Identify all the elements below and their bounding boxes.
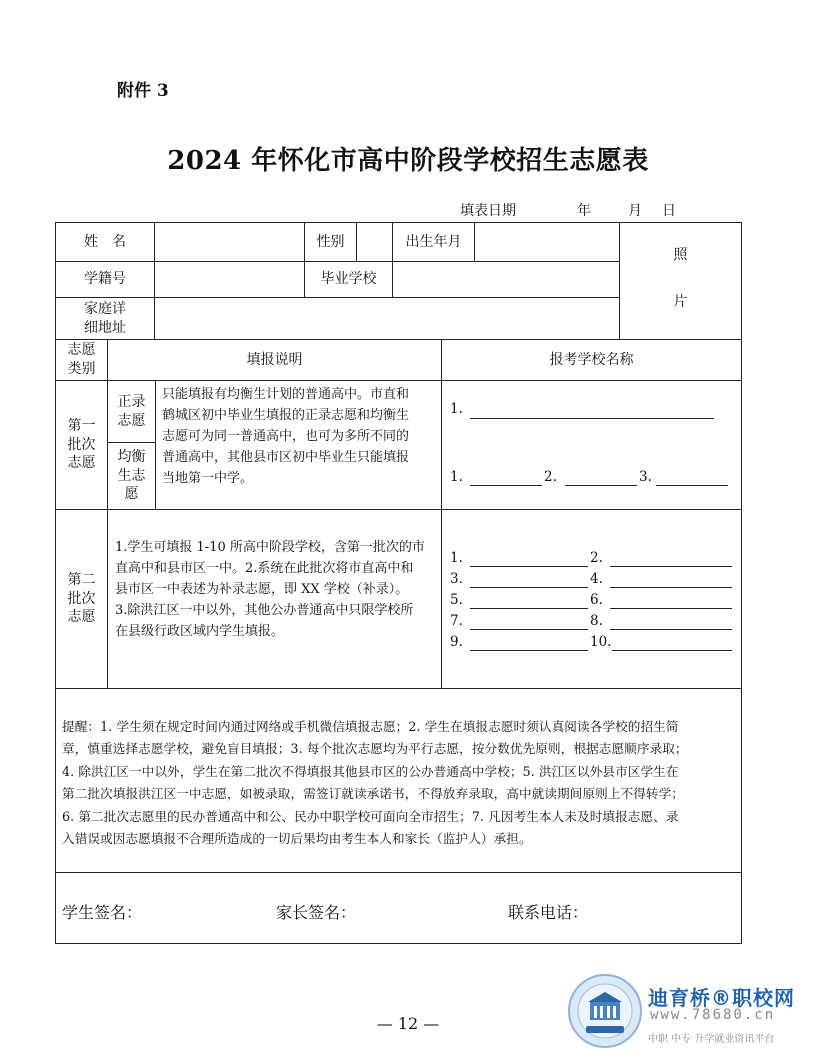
date-label: 填表日期 [460, 203, 516, 219]
photo-label-1: 照 [673, 246, 688, 263]
watermark-brand: 迪育桥®职校网 [648, 986, 795, 1010]
batch2-slot-blank[interactable] [470, 587, 588, 588]
balanced-slot-blank[interactable] [470, 485, 542, 486]
batch1-label [56, 381, 107, 509]
name-label: 姓 名 [84, 233, 126, 250]
batch2-instruction-line: 1.学生可填报 1-10 所高中阶段学校，含第一批次的市 [115, 540, 425, 555]
batch1-instruction-line: 志愿可为同一普通高中，也可为多所不同的 [162, 429, 410, 445]
school-label: 毕业学校 [320, 271, 377, 288]
batch1-instruction-line: 鹤城区初中毕业生填报的正录志愿和均衡生 [162, 408, 410, 424]
batch2-slot-blank[interactable] [470, 566, 588, 567]
batch2-slot-blank[interactable] [470, 608, 588, 609]
birth-field[interactable] [475, 223, 619, 261]
reminder-line: 6. 第二批次志愿里的民办普通高中和公、民办中职学校可面向全市招生；7. 凡因考生本人未及时填报志愿、录 [62, 808, 679, 824]
date-day: 日 [662, 203, 676, 219]
date-month: 月 [628, 203, 642, 219]
balanced-slot-blank[interactable] [565, 485, 637, 486]
balanced-slot-number: 2. [544, 469, 557, 485]
photo-label-2: 片 [673, 293, 688, 310]
batch1-instruction-line: 当地第一中学。 [162, 471, 254, 487]
batch2-instruction-line: 3.除洪江区一中以外，其他公办普通高中只限学校所 [115, 603, 414, 619]
batch2-slot-number: 5. [450, 592, 463, 608]
regular-slot-number: 1. [450, 401, 463, 417]
watermark-tagline: 中职 中专 升学就业资讯平台 [648, 1034, 775, 1045]
batch2-slot-blank[interactable] [610, 629, 732, 630]
address-label-line-2: 细地址 [84, 319, 126, 336]
volunteer-type-header-line-2: 类别 [67, 361, 96, 377]
regular-volunteer-label-line-1: 正录 [117, 393, 146, 410]
instructions-header: 填报说明 [246, 351, 303, 368]
batch2-slot-blank[interactable] [610, 608, 732, 609]
gender-label: 性别 [316, 233, 345, 250]
batch2-slot-number: 1. [450, 550, 463, 566]
balanced-slot-blank[interactable] [656, 485, 728, 486]
balanced-volunteer-label-line-1: 均衡 [117, 448, 146, 465]
reminder-line: 提醒：1. 学生须在规定时间内通过网络或手机微信填报志愿；2. 学生在填报志愿时须认真阅读各学校的招生简 [62, 719, 679, 734]
batch2-slot-number: 7. [450, 613, 463, 629]
student-id-field[interactable] [155, 262, 304, 297]
gender-field[interactable] [357, 223, 392, 261]
schools-header: 报考学校名称 [549, 351, 634, 368]
batch2-slot-number: 10. [590, 634, 612, 650]
batch2-slot-blank[interactable] [470, 650, 588, 651]
date-year: 年 [577, 203, 591, 219]
batch2-slot-blank[interactable] [610, 566, 732, 567]
address-label-line-1: 家庭详 [84, 300, 126, 317]
page-number: — 12 — [376, 1014, 440, 1033]
address-field[interactable] [155, 298, 619, 339]
batch2-label-line-3: 志愿 [67, 609, 96, 626]
batch2-instruction-line: 县市区一中表述为补录志愿，即 XX 学校（补录）。 [115, 582, 409, 598]
birth-label: 出生年月 [405, 233, 462, 250]
reminder-line: 第二批次填报洪江区一中志愿，如被录取，需签订就读承诺书，不得放弃录取，高中就读期间原则上不得转学； [62, 786, 684, 802]
page-title: 2024 年怀化市高中阶段学校招生志愿表 [167, 146, 649, 176]
batch1-label-line-2: 批次 [67, 436, 96, 453]
watermark-url[interactable]: www.78680.cn [650, 1007, 776, 1023]
reminder-text [62, 716, 736, 850]
reminder-line: 章，慎重选择志愿学校，避免盲目填报；3. 每个批次志愿均为平行志愿，按分数优先原则，根据志愿顺序录取； [62, 741, 688, 757]
regular-slot-blank[interactable] [470, 418, 714, 419]
balanced-volunteer-label [108, 443, 155, 509]
attachment-label: 附件 3 [117, 81, 169, 101]
reminder-line: 入错误或因志愿填报不合理所造成的一切后果均由考生本人和家长（监护人）承担。 [62, 831, 532, 847]
batch2-instruction-line: 直高中和县市区一中。2.系统在此批次将市直高中和 [115, 561, 414, 577]
regular-volunteer-label-line-2: 志愿 [117, 412, 146, 429]
batch2-slot-number: 2. [590, 550, 603, 566]
volunteer-type-header-line-1: 志愿 [67, 342, 96, 359]
batch2-slot-blank[interactable] [610, 587, 732, 588]
school-field[interactable] [393, 262, 619, 297]
watermark-logo-icon [566, 972, 644, 1050]
batch1-instruction-line: 普通高中，其他县市区初中毕业生只能填报 [162, 450, 410, 466]
balanced-slot-number: 3. [639, 469, 652, 485]
batch2-label-line-1: 第二 [67, 571, 96, 588]
batch2-label-line-2: 批次 [67, 590, 96, 607]
batch2-slot-blank[interactable] [612, 650, 732, 651]
student-id-label: 学籍号 [84, 271, 126, 288]
batch1-instructions [162, 384, 438, 489]
contact-phone-label: 联系电话： [508, 903, 589, 922]
batch2-slot-number: 9. [450, 634, 463, 650]
regular-volunteer-label [108, 381, 155, 442]
balanced-slot-number: 1. [450, 469, 463, 485]
name-field[interactable] [155, 223, 304, 261]
volunteer-type-header [56, 340, 107, 380]
balanced-volunteer-label-line-3: 愿 [124, 486, 139, 503]
batch2-label [56, 510, 107, 688]
batch1-instruction-line: 只能填报有均衡生计划的普通高中。市直和 [162, 387, 410, 402]
batch2-instruction-line: 在县级行政区域内学生填报。 [115, 624, 285, 640]
student-signature-label: 学生签名： [62, 903, 143, 922]
parent-signature-label: 家长签名： [276, 903, 357, 922]
batch2-slot-blank[interactable] [470, 629, 588, 630]
batch1-label-line-1: 第一 [67, 417, 96, 434]
balanced-volunteer-label-line-2: 生志 [117, 467, 146, 484]
batch2-slot-number: 6. [590, 592, 603, 608]
batch2-slot-number: 8. [590, 613, 603, 629]
reminder-line: 4. 除洪江区一中以外，学生在第二批次不得填报其他县市区的公办普通高中学校；5. 洪江区以外县市区学生在 [62, 763, 679, 779]
batch2-slot-number: 3. [450, 571, 463, 587]
batch2-instructions [115, 537, 437, 642]
batch2-slot-number: 4. [590, 571, 603, 587]
address-label [56, 298, 154, 339]
batch1-label-line-3: 志愿 [67, 455, 96, 472]
